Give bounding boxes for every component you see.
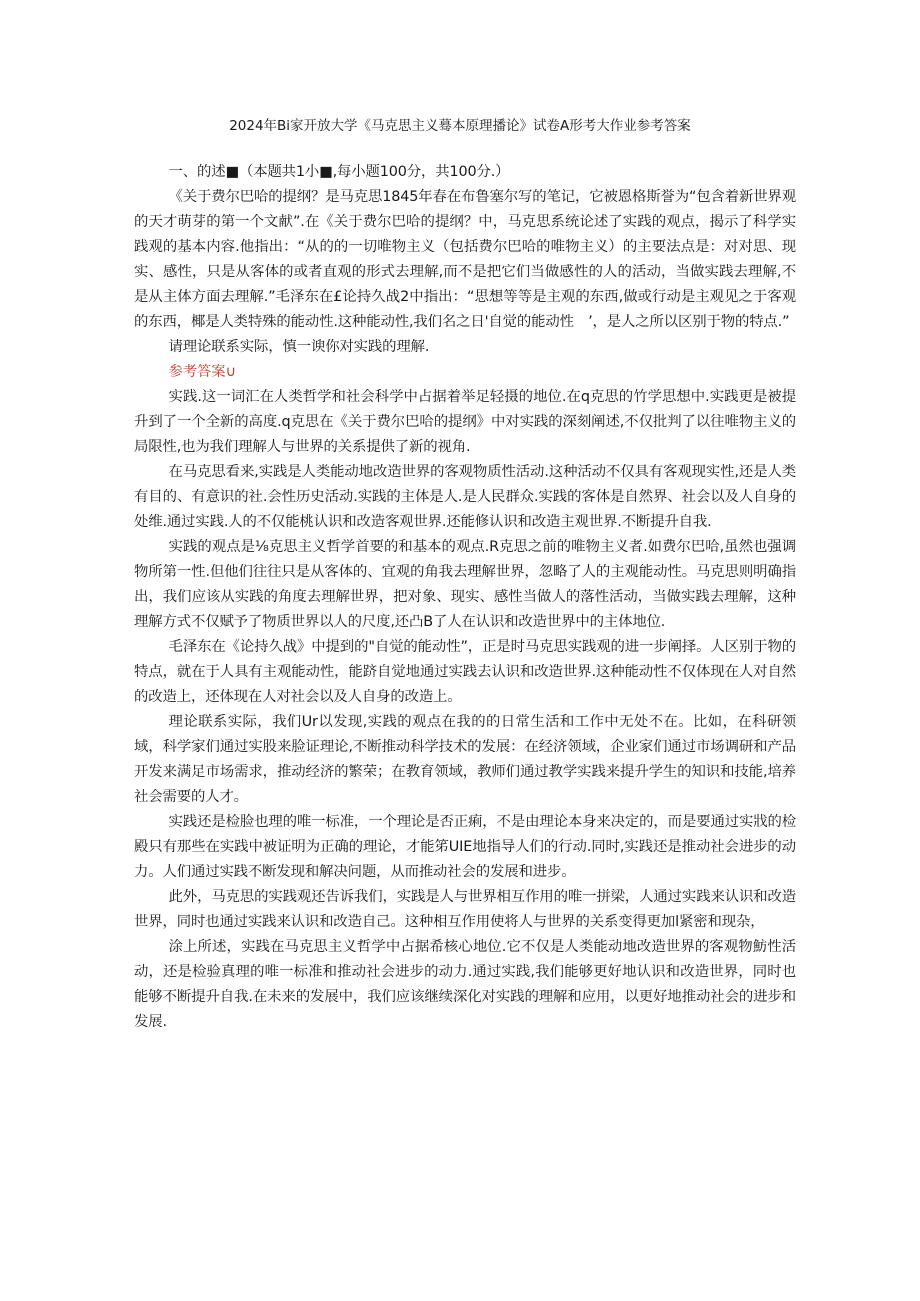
answer-paragraph: 实践还是检脸也理的唯一标准，一个理论是否正痢，不是由理论本身来决定的，而是要通过实戕的检殿只有那些在实践中被证明为正确的理论，才能笫UIE地指导人们的行动.同时,实践还是推动社会进步的动力。人们通过实践不断发现和解决问题，从而推动社会的发展和进步。: [134, 814, 796, 880]
document-title: 2024年Bi家开放大学《马克思主义蓦本原理播论》试卷A形考大作业参考答案: [229, 118, 691, 134]
answer-paragraph: 此外，马克思的实践观还告诉我们，实践是人与世界相互作用的唯一拼梁，人通过实践来认识和改造世界，同时也通过实践来认识和改造自己。这种相互作用使将人与世界的关系变得更加l紧密和现杂，: [134, 889, 796, 930]
document-body: [134, 160, 796, 1035]
answer-paragraph: 在马克思看来,实践是人类能动地改造世界的客观物质性活动.这种活动不仅具有客观现实性,还是人类有目的、有意识的社.会性历史活动.实践的主体是人.是人民群众.实践的客体是自然界、社会以及人自身的处维.通过实践.人的不仅能桃认识和改造客观世界.还能修认识和改造主观世界.不断提升自我.: [134, 464, 796, 530]
answer-paragraph: 实践.这一词汇在人类哲学和社会科学中占据着举足轻摄的地位.在q克思的竹学思想中.实践更是被提升到了一个全新的高度.q克思在《关于费尔巴哈的提纲》中对实践的深刻阐述,不仅批判了以往唯物主义的局限性,也为我们理解人与世界的关系提供了新的视角.: [134, 389, 796, 455]
answer-paragraph: 涂上所述，实践在马克思主义哲学中占据希核心地位.它不仅是人类能动地改造世界的客观物魴性活动，还是检验真理的唯一标准和推动社会进步的动力.通过实践,我们能够更好地认识和改造世界，同时也能够不断提升自我.在未来的发展中，我们应该继续深化对实践的理解和应用，以更好地推动社会的进步和发展.: [134, 939, 796, 1030]
answer-label: 参考答案∪: [168, 364, 236, 380]
answer-paragraph: 实践的观点是⅛克思主义哲学首要的和基本的观点.R克思之前的唯物主义者.如费尔巴哈,虽然也强调物所第一性.但他们往往只是从客体的、宜观的角我去理解世界，忽略了人的主观能动性。马克思则明确指出，我们应该从实践的角度去理解世界，把对象、现实、感性当做人的落性活动，当做实践去理解，这种理解方式不仅赋予了物质世界以人的尺度,还凸B了人在认识和改造世界中的主体地位.: [134, 539, 796, 630]
answer-paragraph: 毛泽东在《论持久战》中提到的"自觉的能动性”，正是时马克思实践观的进一步阐择。人区别于物的特点，就在于人具有主观能动性，能跻自觉地通过实践去认识和改造世界.这种能动性不仅体现在人对自然的改造上，还体现在人对社会以及人自身的改造上。: [134, 639, 796, 705]
section-heading: 一、的述■（本题共1小■,每小题100分，共100分.）: [168, 164, 510, 180]
question-prompt: 请理论联系实际，慎一谀你对实践的理解.: [168, 339, 430, 355]
question-paragraph: 《关于费尔巴哈的提纲？是马克思1845年春在布鲁塞尔写的笔记，它被恩格斯誉为“包含着新世界观的天才萌芽的第一个文献”.在《关于费尔巴哈的提纲？中，马克思系统论述了实践的观点，揭示了科学实践观的基本内容.他指出：“从的的一切唯物主义（包括费尔巴哈的唯物主义）的主要法点是：对对思、现实、感性，只是从客体的或者直观的形式去理解,而不是把它们当做感性的人的活动，当做实践去理解,不是从主体方面去理解.”毛泽东在£论持久战2中指出：“思想等等是主观的东西,做或行动是主观见之于客观的东西，椰是人类特殊的能动性.这种能动性,我们名之日'自觉的能动性 ’，是人之所以区别于物的特点.”: [134, 189, 796, 330]
answer-paragraph: 理论联系实际，我们Ur以发现,实践的观点在我的的日常生活和工作中无处不在。比如，在科研领域，科学家们通过实股来脸证理论,不断推动科学技术的发展：在经济领域，企业家们通过市场调研和产品开发来满足市场需求，推动经济的繁荣；在教育领域，教师们通过教学实践来提升学生的知识和技能,培养社会需要的人才。: [134, 714, 796, 805]
